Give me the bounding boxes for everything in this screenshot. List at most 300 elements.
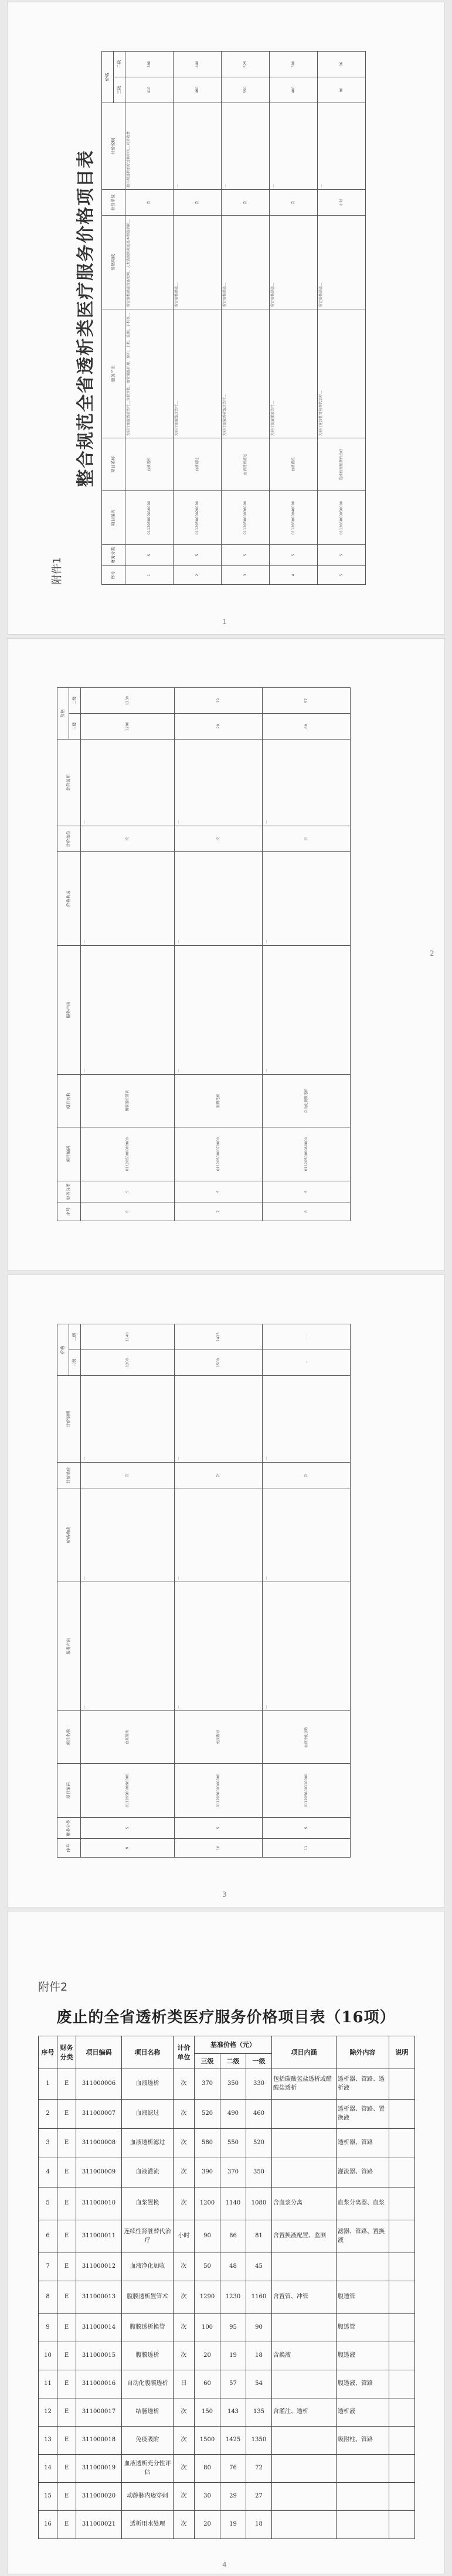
cell-item-code: 011205000050000 — [318, 491, 366, 545]
cell-code: 311000014 — [76, 2314, 122, 2342]
cell-code: 311000017 — [76, 2398, 122, 2427]
cell-content: 包括碳酸氢盐透析或醋酸盐透析 — [272, 2069, 337, 2100]
cell-price-tier2: 1230 — [220, 2281, 246, 2314]
cell-price-tier1: 520 — [246, 2129, 272, 2158]
cell-name: 腹膜透析 — [122, 2342, 174, 2370]
header-price-tier3: 三级 — [114, 77, 125, 103]
cell-price-tier3: 1290 — [195, 2281, 220, 2314]
cell-seq: 16 — [39, 2511, 57, 2539]
cell-price-note: … — [175, 1488, 263, 1582]
attachment-label: 附件2 — [38, 1981, 68, 1994]
cell-excl — [337, 2511, 389, 2539]
cell-fin: E — [57, 2253, 76, 2281]
cell-fin: E — [57, 2187, 76, 2220]
cell-note — [389, 2314, 415, 2342]
cell-code: S — [175, 1818, 263, 1839]
cell-unit: 次 — [174, 2342, 195, 2370]
cell-price-tier1: 72 — [246, 2455, 272, 2483]
cell-excl: 血浆分离器、血浆 — [337, 2187, 389, 2220]
attachment-label: 附件1 — [51, 557, 63, 585]
cell-content: 含置管、冲管 — [272, 2281, 337, 2314]
cell-seq: 3 — [39, 2129, 57, 2158]
table-row — [39, 2129, 415, 2158]
cell-unit: 次 — [174, 2483, 195, 2511]
cell-content: … — [175, 1582, 263, 1711]
cell-content — [272, 2455, 337, 2483]
document-page-3 — [8, 1275, 444, 1907]
cell-price-tier2: 550 — [220, 2129, 246, 2158]
cell-name: 腹膜透析 — [175, 1075, 263, 1127]
cell-seq: 2 — [39, 2100, 57, 2129]
cell-seq: 1 — [125, 566, 174, 585]
cell-code: 311000020 — [76, 2483, 122, 2511]
header-content: 项目内涵 — [272, 2036, 337, 2069]
rotated-sheet — [8, 2, 444, 634]
header-price-note: 价格构成 — [57, 852, 81, 946]
table-row — [39, 2187, 415, 2220]
cell-fin: E — [57, 2158, 76, 2187]
page-number: 2 — [430, 949, 434, 958]
cell-name: 血浆置换 — [81, 1711, 175, 1764]
table-row — [39, 2220, 415, 2253]
cell-note — [389, 2069, 415, 2100]
table-row — [39, 2100, 415, 2129]
cell-fin: E — [57, 2455, 76, 2483]
cell-unit: 次 — [175, 826, 263, 852]
cell-fin: E — [57, 2511, 76, 2539]
cell-unit: 小时 — [174, 2220, 195, 2253]
cell-price-tier2: 380 — [270, 52, 318, 77]
table-row — [39, 2427, 415, 2455]
cell-fin: E — [57, 2069, 76, 2100]
cell-unit: 次 — [222, 190, 270, 216]
cell-code: 311000010 — [76, 2187, 122, 2220]
cell-unit: 次 — [81, 826, 175, 852]
cell-price-tier2: 525 — [222, 52, 270, 77]
cell-seq: 9 — [39, 2314, 57, 2342]
cell-price-tier2: 490 — [220, 2100, 246, 2129]
cell-price-note: … — [81, 852, 175, 946]
rotated-sheet — [8, 1275, 444, 1907]
cell-excl: 滤器、管路、置换液 — [337, 2220, 389, 2253]
cell-unit: 次 — [174, 2129, 195, 2158]
cell-content: 含灌注、透析 — [272, 2398, 337, 2427]
cell-code: 311000008 — [76, 2129, 122, 2158]
cell-name: 血液透析滤过 — [222, 438, 270, 491]
cell-fin: E — [57, 2427, 76, 2455]
cell-seq: 11 — [263, 1839, 351, 1858]
cell-seq: 9 — [81, 1839, 175, 1858]
cell-name: 血液透析 — [125, 438, 174, 491]
header-note: 说明 — [389, 2036, 415, 2069]
cell-seq: 5 — [39, 2187, 57, 2220]
cell-fin: E — [57, 2220, 76, 2253]
header-fin: 财务分类 — [57, 2036, 76, 2069]
cell-name: 血液滤过 — [122, 2100, 174, 2129]
cell-price-tier3: 50 — [195, 2253, 220, 2281]
header-name: 项目名称 — [122, 2036, 174, 2069]
cell-name: 腹膜透析换管 — [122, 2314, 174, 2342]
cell-name: 腹膜透析置管术 — [122, 2281, 174, 2314]
cell-seq: 13 — [39, 2427, 57, 2455]
cell-item-code: 011205000010000 — [125, 491, 174, 545]
cell-price-tier1: 1160 — [246, 2281, 272, 2314]
cell-name: 血液灌流 — [270, 438, 318, 491]
cell-seq: 1 — [39, 2069, 57, 2100]
cell-price-tier1: 18 — [246, 2342, 272, 2370]
header-unit: 计价单位 — [174, 2036, 195, 2069]
cell-price-tier2: 19 — [220, 2511, 246, 2539]
cell-code: 311000013 — [76, 2281, 122, 2314]
cell-content: … — [81, 946, 175, 1075]
cell-name: 血液透析滤过 — [122, 2129, 174, 2158]
cell-note — [389, 2455, 415, 2483]
cell-price-tier2: 1425 — [220, 2427, 246, 2455]
cell-code: 311000015 — [76, 2342, 122, 2370]
cell-seq: 10 — [39, 2342, 57, 2370]
cell-price-tier2: 86 — [318, 52, 366, 77]
cell-code: S — [175, 1181, 263, 1202]
header-price-note: 价格构成 — [57, 1488, 81, 1582]
cell-price-tier2: 19 — [220, 2342, 246, 2370]
cell-excl: 腹透液、管路 — [337, 2370, 389, 2398]
cell-excl: 透析器、管路、置换液 — [337, 2100, 389, 2129]
cell-price-note: … — [81, 1488, 175, 1582]
cell-price-note: 所定价格涵盖… — [270, 216, 318, 309]
cell-price-tier3: 550 — [222, 77, 270, 103]
cell-seq: 11 — [39, 2370, 57, 2398]
cell-price-tier1: 18 — [246, 2511, 272, 2539]
header-desc: 计价说明 — [57, 740, 81, 826]
cell-content — [272, 2370, 337, 2398]
cell-price-tier3: 90 — [318, 77, 366, 103]
cell-price-tier3: 30 — [195, 2483, 220, 2511]
page-number: 4 — [222, 2561, 227, 2569]
cell-unit: 次 — [174, 2427, 195, 2455]
cell-name: 免疫吸附 — [122, 2427, 174, 2455]
cell-fin: E — [57, 2281, 76, 2314]
cell-excl — [337, 2253, 389, 2281]
cell-price-tier2: 440 — [174, 52, 222, 77]
cell-excl: 透析器、管路、透析液 — [337, 2069, 389, 2100]
cell-content: 为进行血液灌流治疗… — [270, 309, 318, 438]
cell-item-code: 011205000070000 — [175, 1127, 263, 1181]
cell-seq: 6 — [81, 1202, 175, 1221]
cell-code: 311000011 — [76, 2220, 122, 2253]
cell-price-tier2: 1140 — [220, 2187, 246, 2220]
cell-code: S — [81, 1181, 175, 1202]
cell-fin: E — [57, 2370, 76, 2398]
cell-content: … — [263, 946, 351, 1075]
cell-item-code: 011205000030000 — [222, 491, 270, 545]
page-number: 1 — [222, 618, 227, 626]
cell-price-tier3: 20 — [195, 2342, 220, 2370]
cell-item-code: 011205000080000 — [263, 1127, 351, 1181]
cell-price-tier3: 20 — [175, 714, 263, 740]
cell-unit: 次 — [81, 1463, 175, 1488]
cell-unit: 次 — [174, 2069, 195, 2100]
cell-note — [389, 2187, 415, 2220]
header-name: 项目名称 — [57, 1075, 81, 1127]
cell-price-tier2: 143 — [220, 2398, 246, 2427]
cell-price-tier2: 57 — [263, 688, 351, 714]
cell-price-tier3: 370 — [195, 2069, 220, 2100]
cell-unit: 次 — [174, 2511, 195, 2539]
cell-desc: … — [318, 103, 366, 190]
header-price-group: 基准价格（元） — [195, 2036, 272, 2054]
cell-content: 含置换液配置、监测 — [272, 2220, 337, 2253]
cell-item-code: 011205000060000 — [81, 1127, 175, 1181]
cell-fin: E — [57, 2483, 76, 2511]
cell-desc: … — [174, 103, 222, 190]
header-code: 财务分类 — [57, 1181, 81, 1202]
cell-price-tier3: 60 — [195, 2370, 220, 2398]
cell-price-tier3: 460 — [174, 77, 222, 103]
table-row — [270, 52, 318, 585]
cell-price-tier3: 410 — [125, 77, 174, 103]
cell-note — [389, 2511, 415, 2539]
cell-price-tier2: 1140 — [81, 1324, 175, 1350]
cell-excl: 吸附柱、管路 — [337, 2427, 389, 2455]
cell-unit: 次 — [174, 2281, 195, 2314]
cell-price-tier2: 390 — [125, 52, 174, 77]
cell-code: S — [263, 1818, 351, 1839]
cell-item-code: 011205000020000 — [174, 491, 222, 545]
cell-price-tier2: 48 — [220, 2253, 246, 2281]
price-table — [101, 51, 366, 585]
cell-unit: 次 — [270, 190, 318, 216]
cell-price-tier2: 19 — [175, 688, 263, 714]
cell-price-tier3: 80 — [195, 2455, 220, 2483]
table-row — [39, 2398, 415, 2427]
header-price: 价格 — [57, 1324, 69, 1376]
header-name: 项目名称 — [102, 438, 125, 491]
header-seq: 序号 — [39, 2036, 57, 2069]
cell-fin: E — [57, 2100, 76, 2129]
cell-content: 为进行血液透析滤过治疗… — [222, 309, 270, 438]
cell-fin: E — [57, 2398, 76, 2427]
header-content: 服务产出 — [57, 946, 81, 1075]
cell-unit: 次 — [175, 1463, 263, 1488]
cell-price-note: … — [263, 1488, 351, 1582]
cell-code: 311000016 — [76, 2370, 122, 2398]
cell-price-tier3: 1500 — [195, 2427, 220, 2455]
cell-seq: 4 — [270, 566, 318, 585]
cell-code: 311000007 — [76, 2100, 122, 2129]
cell-name: 自动化腹膜透析 — [122, 2370, 174, 2398]
page-number: 3 — [222, 1890, 227, 1899]
cell-unit: 次 — [174, 2314, 195, 2342]
cell-content — [272, 2100, 337, 2129]
cell-desc: … — [175, 740, 263, 826]
cell-price-tier1: 90 — [246, 2314, 272, 2342]
cell-name: 腹膜透析置管 — [81, 1075, 175, 1127]
cell-price-tier3: 390 — [195, 2158, 220, 2187]
header-price-note: 价格构成 — [102, 216, 125, 309]
header-price-tier3: 三级 — [69, 1350, 81, 1376]
cell-content — [272, 2129, 337, 2158]
cell-excl — [337, 2455, 389, 2483]
cell-price-note: … — [263, 852, 351, 946]
cell-seq: 15 — [39, 2483, 57, 2511]
cell-item-code: 011205000100000 — [175, 1764, 263, 1818]
cell-code: 311000012 — [76, 2253, 122, 2281]
header-seq: 序号 — [57, 1839, 81, 1858]
cell-seq: 14 — [39, 2455, 57, 2483]
cell-name: 血液灌流 — [122, 2158, 174, 2187]
cell-price-tier2: 95 — [220, 2314, 246, 2342]
header-item-code: 项目编码 — [102, 491, 125, 545]
header-desc: 计价说明 — [57, 1376, 81, 1463]
cell-unit: 次 — [174, 2100, 195, 2129]
cell-content: 含换液 — [272, 2342, 337, 2370]
header-item-code: 项目编码 — [57, 1127, 81, 1181]
cell-seq: 8 — [263, 1202, 351, 1221]
cell-desc: … — [222, 103, 270, 190]
cell-seq: 2 — [174, 566, 222, 585]
cell-fin: E — [57, 2314, 76, 2342]
cell-price-tier3: 1290 — [81, 714, 175, 740]
table-row — [125, 52, 174, 585]
cell-name: 血液净化加收 — [263, 1711, 351, 1764]
header-price: 价格 — [102, 52, 114, 103]
table-row — [39, 2370, 415, 2398]
cell-content — [272, 2427, 337, 2455]
table-row — [39, 2511, 415, 2539]
cell-content — [272, 2314, 337, 2342]
cell-name: 动静脉内瘘穿刺 — [122, 2483, 174, 2511]
header-code: 财务分类 — [57, 1818, 81, 1839]
header-seq: 序号 — [57, 1202, 81, 1221]
table-row — [263, 688, 351, 1221]
cell-seq: 8 — [39, 2281, 57, 2314]
table-row — [39, 2158, 415, 2187]
table-row — [39, 2342, 415, 2370]
table-row — [39, 2314, 415, 2342]
header-excl: 除外内容 — [337, 2036, 389, 2069]
header-content: 服务产出 — [102, 309, 125, 438]
cell-price-tier3: 1200 — [81, 1350, 175, 1376]
table-row — [39, 2483, 415, 2511]
cell-seq: 10 — [175, 1839, 263, 1858]
header-price-tier3: 三级 — [69, 714, 81, 740]
cell-fin: E — [57, 2129, 76, 2158]
cell-price-tier3: 520 — [195, 2100, 220, 2129]
cell-code: S — [270, 545, 318, 566]
cell-unit: 次 — [174, 190, 222, 216]
table-row — [39, 2281, 415, 2314]
cell-code: 311000006 — [76, 2069, 122, 2100]
cell-price-tier3: 580 — [195, 2129, 220, 2158]
cell-name: 血液透析 — [122, 2069, 174, 2100]
table-row — [81, 1324, 175, 1858]
cell-price-tier2: 350 — [220, 2069, 246, 2100]
cell-unit: 次 — [174, 2398, 195, 2427]
cell-price-tier1: 350 — [246, 2158, 272, 2187]
abolished-items-table — [38, 2036, 415, 2539]
cell-name: 透析用水处理 — [122, 2511, 174, 2539]
cell-content — [272, 2483, 337, 2511]
header-price-tier2: 二级 — [69, 688, 81, 714]
cell-note — [389, 2100, 415, 2129]
header-seq: 序号 — [102, 566, 125, 585]
cell-price-tier2: 370 — [220, 2158, 246, 2187]
cell-name: 连续性肾脏替代治疗 — [318, 438, 366, 491]
header-price-tier2: 二级 — [114, 52, 125, 77]
cell-name: 血液滤过 — [174, 438, 222, 491]
cell-code: S — [263, 1181, 351, 1202]
header-code: 财务分类 — [102, 545, 125, 566]
cell-desc: … — [270, 103, 318, 190]
cell-content: 为进行血液透析治疗…包括评估、血管通路护理、预冲、上机、监测、下机等… — [125, 309, 174, 438]
header-price-tier1: 一级 — [246, 2054, 272, 2069]
cell-note — [389, 2220, 415, 2253]
header-unit: 计价单位 — [57, 826, 81, 852]
cell-unit: 次 — [174, 2455, 195, 2483]
cell-price-tier3: 100 — [195, 2314, 220, 2342]
cell-desc: … — [81, 740, 175, 826]
cell-price-tier1: 27 — [246, 2483, 272, 2511]
cell-content: 为进行血液滤过治疗… — [174, 309, 222, 438]
header-price-tier3: 三级 — [195, 2054, 220, 2069]
cell-note — [389, 2158, 415, 2187]
cell-code: S — [81, 1818, 175, 1839]
price-table — [57, 687, 351, 1221]
cell-excl: 腹透管 — [337, 2281, 389, 2314]
header-price-tier2: 二级 — [220, 2054, 246, 2069]
cell-seq: 6 — [39, 2220, 57, 2253]
table-row — [222, 52, 270, 585]
document-page-4 — [8, 1911, 444, 2574]
header-item-code: 项目编码 — [57, 1764, 81, 1818]
cell-price-tier2: 1425 — [175, 1324, 263, 1350]
cell-price-tier3: 1500 — [175, 1350, 263, 1376]
cell-price-tier3: 20 — [195, 2511, 220, 2539]
cell-price-tier1: 81 — [246, 2220, 272, 2253]
cell-note — [389, 2253, 415, 2281]
cell-excl: 灌流器、管路 — [337, 2158, 389, 2187]
cell-seq: 7 — [39, 2253, 57, 2281]
document-page-2 — [8, 639, 444, 1270]
cell-unit: 日 — [263, 826, 351, 852]
cell-code: S — [174, 545, 222, 566]
cell-desc: 指开展透析治疗过程中的…可另收费 — [125, 103, 174, 190]
header-desc: 计价说明 — [102, 103, 125, 190]
cell-excl: 透析器、管路 — [337, 2129, 389, 2158]
cell-note — [389, 2342, 415, 2370]
cell-content: 含血浆分离 — [272, 2187, 337, 2220]
header-content: 服务产出 — [57, 1582, 81, 1711]
cell-desc: … — [263, 740, 351, 826]
cell-price-tier3: 90 — [195, 2220, 220, 2253]
cell-excl — [337, 2483, 389, 2511]
cell-price-note: 所定价格涵盖… — [222, 216, 270, 309]
cell-unit: 次 — [174, 2158, 195, 2187]
cell-price-tier3: 400 — [270, 77, 318, 103]
cell-name: 血液透析充分性评估 — [122, 2455, 174, 2483]
cell-note — [389, 2427, 415, 2455]
cell-seq: 3 — [222, 566, 270, 585]
cell-code: 311000019 — [76, 2455, 122, 2483]
cell-content — [272, 2253, 337, 2281]
cell-seq: 5 — [318, 566, 366, 585]
document-title: 废止的全省透析类医疗服务价格项目表（16项） — [56, 2009, 396, 2026]
price-table — [57, 1324, 351, 1858]
cell-content — [272, 2511, 337, 2539]
cell-seq: 4 — [39, 2158, 57, 2187]
cell-content: … — [175, 946, 263, 1075]
cell-price-tier3: … — [263, 1350, 351, 1376]
